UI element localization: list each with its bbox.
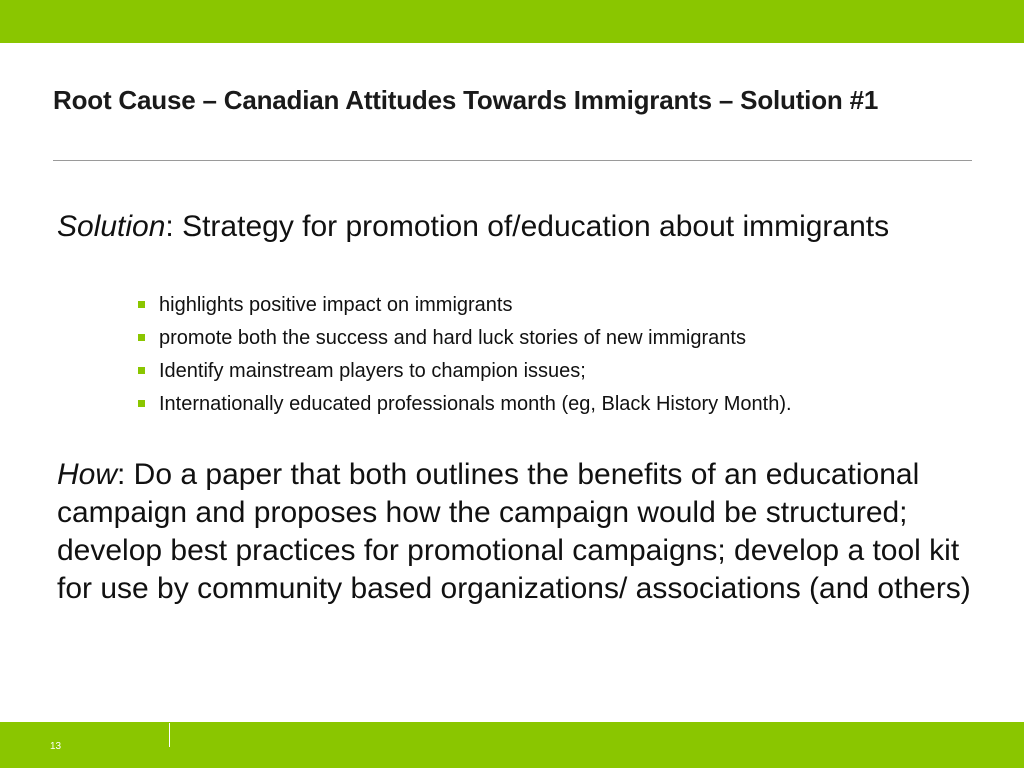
solution-paragraph [57,208,957,246]
bullet-item [137,322,997,355]
solution-text: : Strategy for promotion of/education about immigrants [165,210,890,243]
title-divider [53,160,972,161]
how-label: How [57,458,118,491]
bottom-accent-band [0,722,1024,768]
bullet-item [137,355,997,388]
bullet-text: promote both the success and hard luck stories of new immigrants [159,327,746,349]
bullet-text: Internationally educated professionals month (eg, Black History Month). [159,393,792,415]
slide-title: Root Cause – Canadian Attitudes Towards Immigrants – Solution #1 [53,85,879,115]
square-bullet-icon [138,400,145,407]
bullet-text: Identify mainstream players to champion issues; [159,360,586,382]
bullet-text: highlights positive impact on immigrants [159,294,513,316]
square-bullet-icon [138,334,145,341]
page-number: 13 [50,741,62,752]
how-paragraph [57,456,977,608]
bullet-item [137,388,997,421]
bullet-item [137,289,997,322]
how-text: : Do a paper that both outlines the benefits of an educational campaign and proposes how the campaign would be structured; develop best practices for promotional campaigns; develop a tool kit for use by community based organizations/ associations (and others) [57,458,971,605]
square-bullet-icon [138,367,145,374]
footer-divider [169,723,170,747]
solution-label: Solution [57,210,166,243]
top-accent-band [0,0,1024,43]
square-bullet-icon [138,301,145,308]
solution-bullet-list [137,289,997,421]
